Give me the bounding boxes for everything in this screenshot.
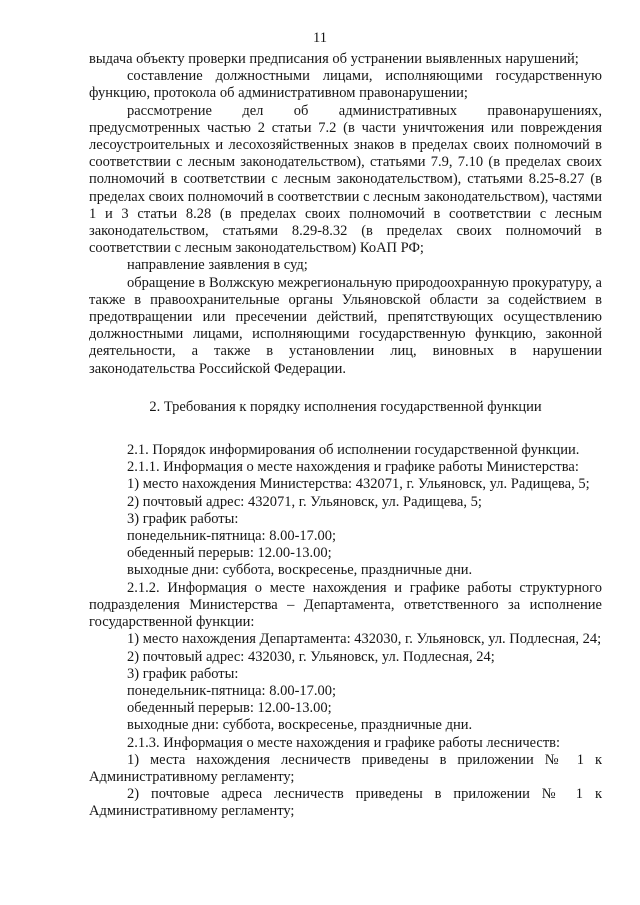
paragraph-ministry-schedule: 3) график работы: <box>127 510 239 527</box>
paragraph-ministry-lunch: обеденный перерыв: 12.00-13.00; <box>127 545 332 562</box>
paragraph-department-schedule: 3) график работы: <box>127 665 239 682</box>
paragraph-2-1-2: 2.1.2. Информация о месте нахождения и графике работы структурного подразделения Министерства – Департамента, ответственного за исполнение государственной функции: <box>89 579 602 631</box>
paragraph-prescription-issue: выдача объекту проверки предписания об устранении выявленных нарушений; <box>89 51 579 67</box>
paragraph-2-1-1: 2.1.1. Информация о месте нахождения и графике работы Министерства: <box>127 459 579 476</box>
paragraph-ministry-days-off: выходные дни: суббота, воскресенье, праздничные дни. <box>127 562 473 579</box>
paragraph-2-1-3: 2.1.3. Информация о месте нахождения и графике работы лесничеств: <box>127 734 561 751</box>
paragraph-department-days-off: выходные дни: суббота, воскресенье, праздничные дни. <box>127 717 473 734</box>
paragraph-case-review: рассмотрение дел об административных правонарушениях, предусмотренных частью 2 статьи 7.2 (в части уничтожения или повреждения лесоустроительных и лесохозяйственных знаков в пределах своих полномочий в соответствии с лесным законодательством), статьями 7.9, 7.10 (в пределах своих полномочий в соответствии с лесным законодательством), статьями 8.25-8.27 (в пределах своих полномочий в соответствии с лесным законодательством), частями 1 и 3 статьи 8.28 (в пределах своих полномочий в соответствии с лесным законодательством, статьями 8.29-8.32 (в пределах своих полномочий в соответствии с лесным законодательством) КоАП РФ; <box>89 102 602 257</box>
paragraph-forestry-locations: 1) места нахождения лесничеств приведены в приложении № 1 к Административному регламенту; <box>89 751 602 785</box>
paragraph-ministry-location: 1) место нахождения Министерства: 432071, г. Ульяновск, ул. Радищева, 5; <box>127 476 590 493</box>
paragraph-department-lunch: обеденный перерыв: 12.00-13.00; <box>127 700 332 717</box>
paragraph-2-1: 2.1. Порядок информирования об исполнении государственной функции. <box>127 442 580 459</box>
paragraph-prosecutor-appeal: обращение в Волжскую межрегиональную природоохранную прокуратуру, а также в правоохранительные органы Ульяновской области за содействием в предотвращении или пресечении действий, препятствующих осуществлению должностными лицами, исполняющими государственную функцию, законной деятельности, а также в установлении лиц, виновных в нарушении законодательства Российской Федерации. <box>89 274 602 377</box>
paragraph-forestry-postal: 2) почтовые адреса лесничеств приведены в приложении № 1 к Административному регламенту; <box>89 786 602 820</box>
paragraph-protocol: составление должностными лицами, исполняющими государственную функцию, протокола об административном правонарушении; <box>89 68 602 102</box>
paragraph-court-claim: направление заявления в суд; <box>127 257 308 274</box>
paragraph-department-postal: 2) почтовый адрес: 432030, г. Ульяновск, ул. Подлесная, 24; <box>127 648 495 665</box>
paragraph-ministry-weekdays: понедельник-пятница: 8.00-17.00; <box>127 528 337 545</box>
paragraph-department-location: 1) место нахождения Департамента: 432030, г. Ульяновск, ул. Подлесная, 24; <box>127 631 602 648</box>
document-body <box>89 51 602 821</box>
section-heading: 2. Требования к порядку исполнения государственной функции <box>149 398 542 415</box>
page-number: 11 <box>313 30 327 46</box>
paragraph-ministry-postal: 2) почтовый адрес: 432071, г. Ульяновск, ул. Радищева, 5; <box>127 493 482 510</box>
paragraph-department-weekdays: понедельник-пятница: 8.00-17.00; <box>127 682 337 699</box>
